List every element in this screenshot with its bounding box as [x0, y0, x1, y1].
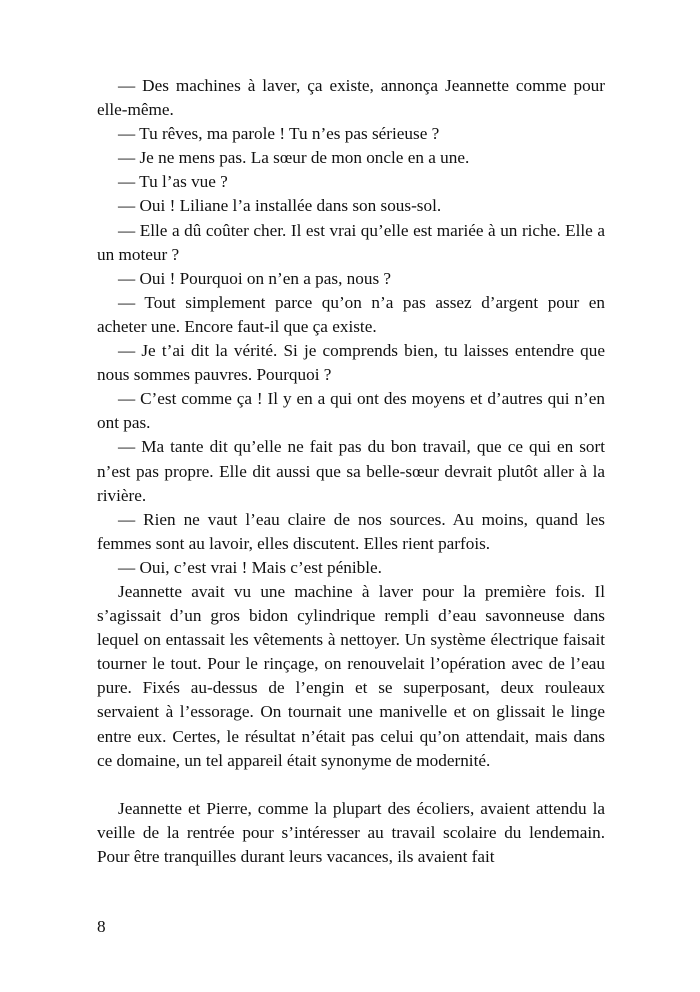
paragraph-15: Jeannette et Pierre, comme la plupart des écoliers, avaient attendu la veille de la rentrée pour s’intéresser au travail scolaire du lendemain. Pour être tranquilles durant leurs vacances, ils avaient fait	[97, 798, 605, 866]
paragraph-11: — Ma tante dit qu’elle ne fait pas du bon travail, que ce qui en sort n’est pas propre. Elle dit aussi que sa belle-sœur devrait plutôt aller à la rivière.	[97, 437, 605, 505]
paragraph-13: — Oui, c’est vrai ! Mais c’est pénible.	[118, 557, 382, 577]
paragraph-10: — C’est comme ça ! Il y en a qui ont des moyens et d’autres qui n’en ont pas.	[97, 389, 605, 433]
paragraph-1: — Des machines à laver, ça existe, annonça Jeannette comme pour elle-même.	[97, 76, 605, 120]
paragraph-4: — Tu l’as vue ?	[118, 172, 228, 192]
body-text	[97, 74, 605, 869]
paragraph-6: — Elle a dû coûter cher. Il est vrai qu’elle est mariée à un riche. Elle a un moteur ?	[97, 220, 605, 264]
section-break	[97, 773, 605, 797]
paragraph-5: — Oui ! Liliane l’a installée dans son sous-sol.	[118, 196, 442, 216]
paragraph-12: — Rien ne vaut l’eau claire de nos sources. Au moins, quand les femmes sont au lavoir, elles discutent. Elles rient parfois.	[97, 509, 605, 553]
paragraph-3: — Je ne mens pas. La sœur de mon oncle en a une.	[118, 148, 470, 168]
paragraph-14: Jeannette avait vu une machine à laver pour la première fois. Il s’agissait d’un gros bidon cylindrique rempli d’eau savonneuse dans lequel on entassait les vêtements à nettoyer. Un système électrique faisait tourner le tout. Pour le rinçage, on renouvelait l’opération avec de l’eau pure. Fixés au-dessus de l’engin et se superposant, deux rouleaux servaient à l’essorage. On tournait une manivelle et on glissait le linge entre eux. Certes, le résultat n’était pas celui qu’on attendait, mais dans ce domaine, un tel appareil était synonyme de modernité.	[97, 581, 605, 770]
paragraph-9: — Je t’ai dit la vérité. Si je comprends bien, tu laisses entendre que nous sommes pauvres. Pourquoi ?	[97, 341, 605, 385]
paragraph-8: — Tout simplement parce qu’on n’a pas assez d’argent pour en acheter une. Encore faut-il que ça existe.	[97, 292, 605, 336]
page-number: 8	[97, 917, 106, 936]
paragraph-7: — Oui ! Pourquoi on n’en a pas, nous ?	[118, 268, 392, 288]
paragraph-2: — Tu rêves, ma parole ! Tu n’es pas sérieuse ?	[118, 124, 440, 144]
